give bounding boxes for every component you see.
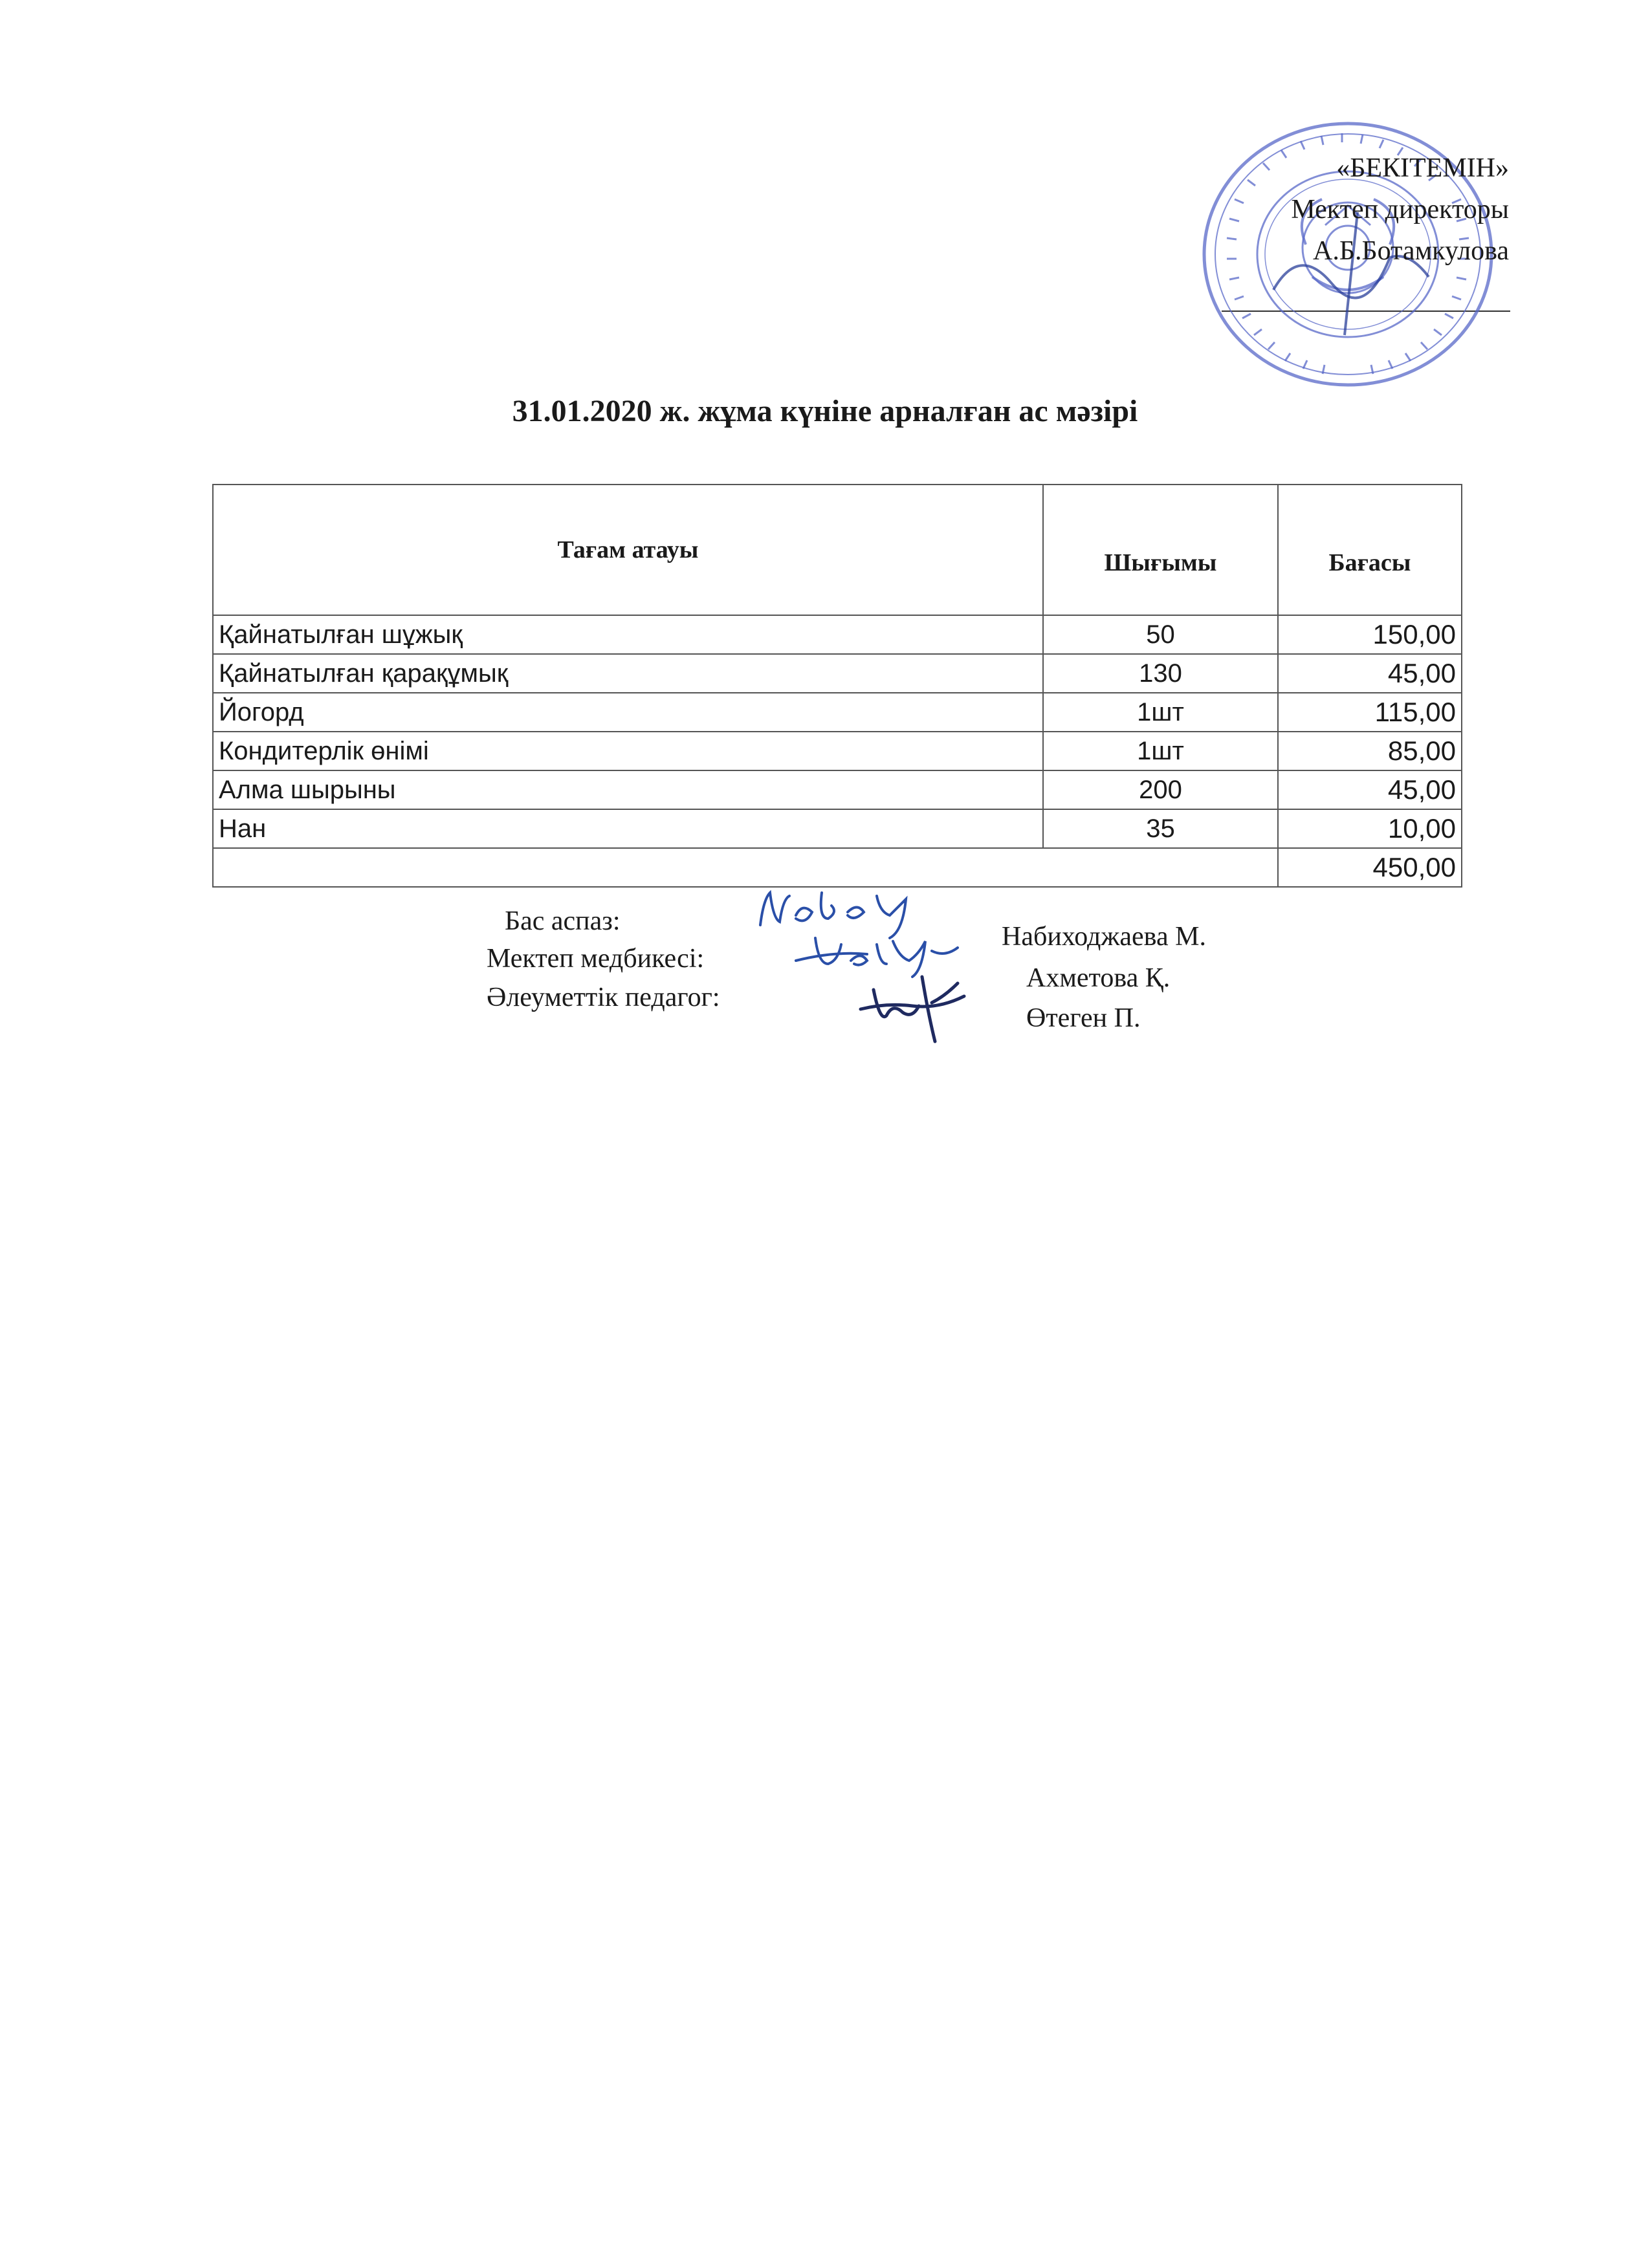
dish-qty: 35 xyxy=(1043,809,1278,848)
table-row xyxy=(213,809,1462,848)
dish-name: Нан xyxy=(213,809,1043,848)
dish-qty: 1шт xyxy=(1043,732,1278,770)
dish-qty: 130 xyxy=(1043,654,1278,693)
table-row xyxy=(213,654,1462,693)
menu-table xyxy=(212,484,1462,888)
signature-role: Бас аспаз: xyxy=(505,906,621,936)
header-name: Тағам атауы xyxy=(213,485,1043,615)
dish-name: Йогорд xyxy=(213,693,1043,732)
header-price: Бағасы xyxy=(1278,485,1462,615)
table-row xyxy=(213,732,1462,770)
dish-price: 115,00 xyxy=(1278,693,1462,732)
dish-qty: 50 xyxy=(1043,615,1278,654)
total-blank-cell xyxy=(213,848,1278,887)
approval-heading: «БЕКІТЕМІН» xyxy=(1336,153,1509,183)
total-price: 450,00 xyxy=(1278,848,1462,887)
table-row xyxy=(213,693,1462,732)
dish-name: Алма шырыны xyxy=(213,770,1043,809)
signatures-block xyxy=(0,893,1650,1087)
handwritten-signature-pedagogue xyxy=(848,970,977,1048)
table-row xyxy=(213,615,1462,654)
dish-name: Қайнатылған қарақұмық xyxy=(213,654,1043,693)
approval-director-name: А.Б.Ботамкулова xyxy=(1313,236,1509,266)
signature-person: Набиходжаева М. xyxy=(1002,922,1206,952)
page-title: 31.01.2020 ж. жұма күніне арналған ас мәзірі xyxy=(512,394,1138,428)
signature-role: Әлеуметтік педагог: xyxy=(487,983,720,1012)
approval-block xyxy=(1291,147,1509,272)
header-qty: Шығымы xyxy=(1043,485,1278,615)
signature-role: Мектеп медбикесі: xyxy=(487,944,705,974)
approval-position: Мектеп директоры xyxy=(1291,195,1509,224)
table-row xyxy=(213,770,1462,809)
dish-price: 150,00 xyxy=(1278,615,1462,654)
dish-price: 10,00 xyxy=(1278,809,1462,848)
dish-price: 45,00 xyxy=(1278,770,1462,809)
signature-person: Ахметова Қ. xyxy=(1026,963,1171,993)
table-header-row xyxy=(213,485,1462,615)
signature-person: Өтеген П. xyxy=(1026,1003,1141,1033)
dish-qty: 200 xyxy=(1043,770,1278,809)
dish-name: Кондитерлік өнімі xyxy=(213,732,1043,770)
dish-qty: 1шт xyxy=(1043,693,1278,732)
dish-price: 45,00 xyxy=(1278,654,1462,693)
dish-price: 85,00 xyxy=(1278,732,1462,770)
dish-name: Қайнатылған шұжық xyxy=(213,615,1043,654)
